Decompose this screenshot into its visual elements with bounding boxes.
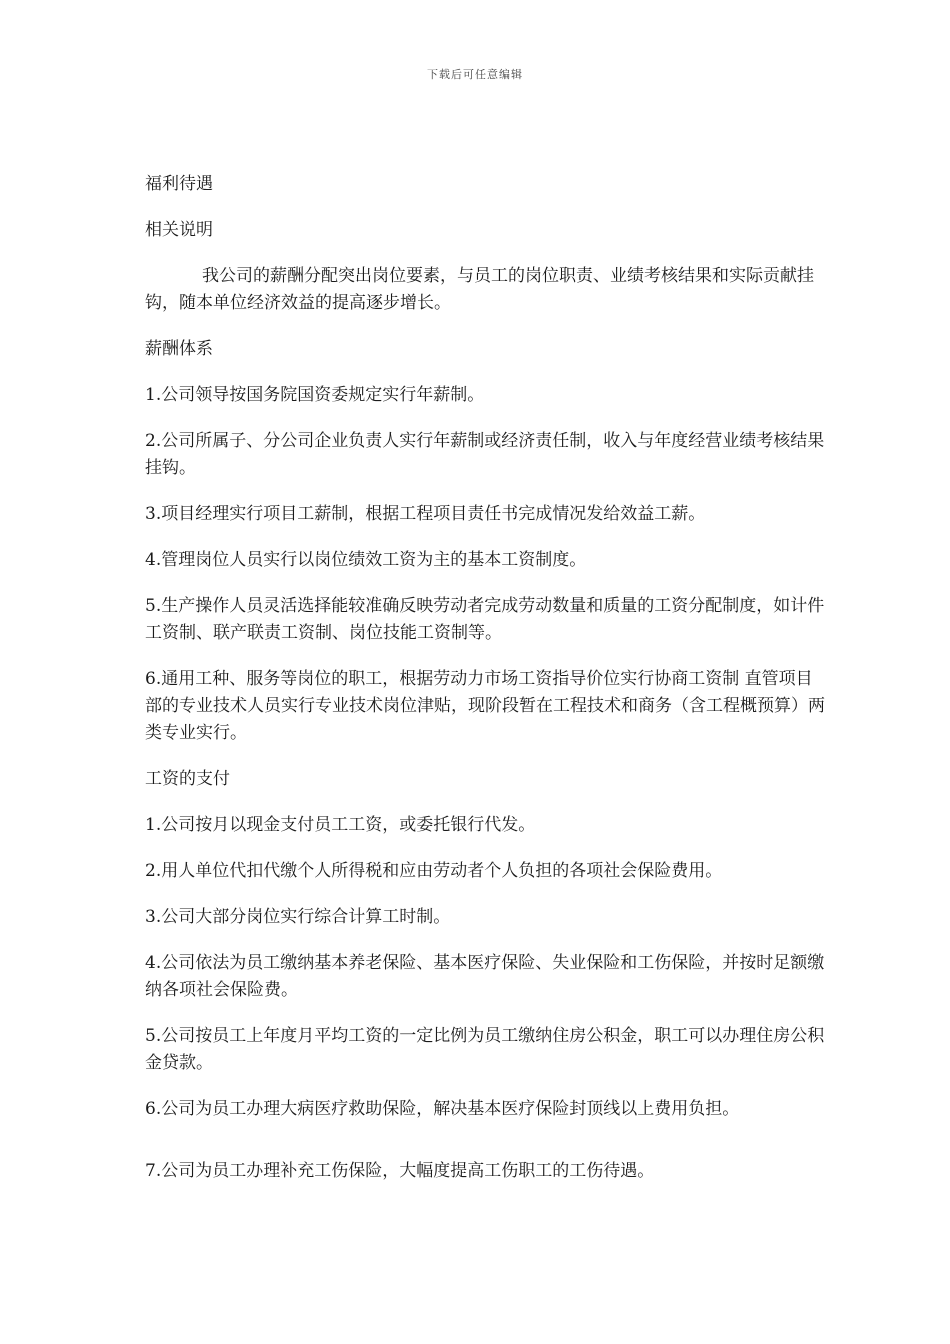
list-item: 5.公司按员工上年度月平均工资的一定比例为员工缴纳住房公积金，职工可以办理住房公积金贷款。	[145, 1026, 825, 1073]
list-item: 4.管理岗位人员实行以岗位绩效工资为主的基本工资制度。	[145, 550, 587, 570]
list-item: 6.通用工种、服务等岗位的职工，根据劳动力市场工资指导价位实行协商工资制 直管项目部的专业技术人员实行专业技术岗位津贴，现阶段暂在工程技术和商务（含工程概预算）两类专业实行。	[145, 669, 825, 743]
list-item: 6.公司为员工办理大病医疗救助保险，解决基本医疗保险封顶线以上费用负担。	[145, 1099, 740, 1119]
list-item: 3.项目经理实行项目工薪制，根据工程项目责任书完成情况发给效益工薪。	[145, 504, 706, 524]
list-item: 1.公司领导按国务院国资委规定实行年薪制。	[145, 385, 485, 405]
section-heading-payment: 工资的支付	[145, 769, 230, 789]
list-item: 7.公司为员工办理补充工伤保险，大幅度提高工伤职工的工伤待遇。	[145, 1161, 655, 1181]
intro-paragraph: 我公司的薪酬分配突出岗位要素，与员工的岗位职责、业绩考核结果和实际贡献挂钩，随本单位经济效益的提高逐步增长。	[145, 266, 814, 313]
header-note: 下载后可任意编辑	[427, 68, 523, 81]
section-heading-intro: 相关说明	[145, 220, 213, 240]
list-item: 2.公司所属子、分公司企业负责人实行年薪制或经济责任制，收入与年度经营业绩考核结果挂钩。	[145, 431, 825, 478]
list-item: 2.用人单位代扣代缴个人所得税和应由劳动者个人负担的各项社会保险费用。	[145, 861, 723, 881]
list-item: 3.公司大部分岗位实行综合计算工时制。	[145, 907, 451, 927]
section-heading-salary: 薪酬体系	[145, 339, 213, 359]
list-item: 5.生产操作人员灵活选择能较准确反映劳动者完成劳动数量和质量的工资分配制度，如计件工资制、联产联责工资制、岗位技能工资制等。	[145, 596, 825, 643]
list-item: 4.公司依法为员工缴纳基本养老保险、基本医疗保险、失业保险和工伤保险，并按时足额缴纳各项社会保险费。	[145, 953, 825, 1000]
document-body	[145, 171, 825, 1204]
document-title: 福利待遇	[145, 174, 213, 194]
list-item: 1.公司按月以现金支付员工工资，或委托银行代发。	[145, 815, 536, 835]
